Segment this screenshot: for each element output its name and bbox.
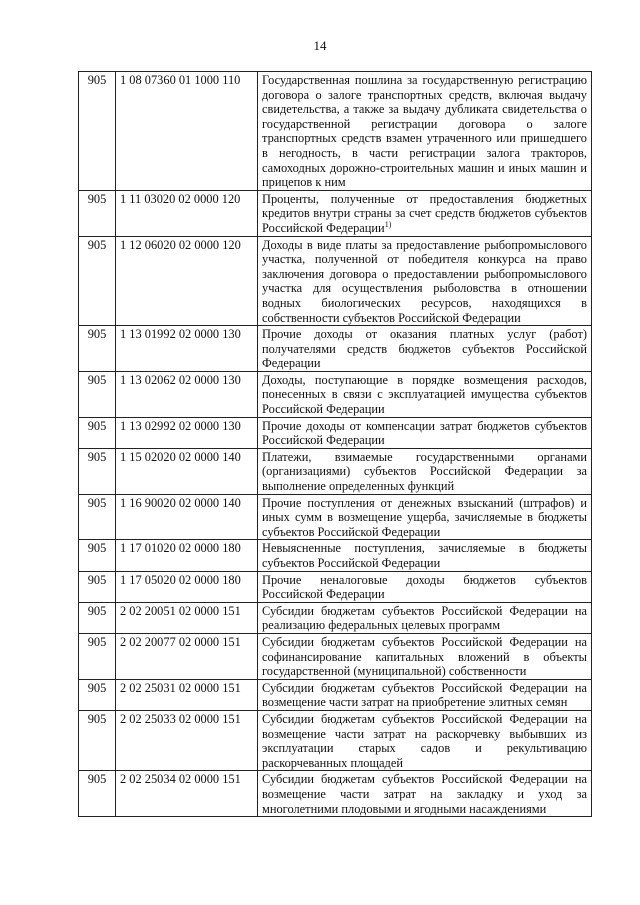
description-cell [258,417,592,448]
budget-code-cell: 1 11 03020 02 0000 120 [116,190,258,236]
admin-code-cell: 905 [79,417,116,448]
description-text: Прочие доходы от оказания платных услуг (работ) получателями средств бюджетов субъектов Российской Федерации [262,327,587,371]
table-row [79,326,592,372]
description-text: Невыясненные поступления, зачисляемые в бюджеты субъектов Российской Федерации [262,541,587,570]
description-text: Проценты, полученные от предоставления бюджетных кредитов внутри страны за счет средств бюджетов субъектов Российской Федерации [262,191,587,235]
admin-code-cell: 905 [79,679,116,710]
budget-code-cell: 2 02 25033 02 0000 151 [116,710,258,770]
admin-code-cell: 905 [79,72,116,191]
description-cell [258,771,592,817]
table-row [79,540,592,571]
table-row [79,710,592,770]
description-text: Доходы в виде платы за предоставление рыбопромыслового участка, полученной от победителя конкурса на право заключения договора о предоставлении рыбопромыслового участка для осуществления рыболовства в отношении водных биологических ресурсов, находящихся в собственности субъектов Российской Федерации [262,237,587,325]
description-text: Субсидии бюджетам субъектов Российской Федерации на возмещение части затрат на закладку и уход за многолетними плодовыми и ягодными насаждениями [262,772,587,816]
footnote-marker: 1) [384,219,392,229]
budget-code-cell: 1 13 02062 02 0000 130 [116,371,258,417]
table-row [79,633,592,679]
description-cell [258,326,592,372]
table-row [79,417,592,448]
table-row [79,771,592,817]
admin-code-cell: 905 [79,448,116,494]
description-text: Платежи, взимаемые государственными органами (организациями) субъектов Российской Федерации за выполнение определенных функций [262,449,587,494]
admin-code-cell: 905 [79,602,116,633]
description-text: Субсидии бюджетам субъектов Российской Федерации на софинансирование капитальных вложений в объекты государственной (муниципальной) собственности [262,634,587,679]
budget-code-cell: 2 02 25031 02 0000 151 [116,679,258,710]
description-text: Субсидии бюджетам субъектов Российской Федерации на возмещение части затрат на раскорчевку выбывших из эксплуатации старых садов и рекультивацию раскорчеванных площадей [262,711,587,770]
admin-code-cell: 905 [79,190,116,236]
admin-code-cell: 905 [79,236,116,326]
description-cell [258,236,592,326]
description-text: Субсидии бюджетам субъектов Российской Федерации на реализацию федеральных целевых программ [262,603,587,633]
admin-code-cell: 905 [79,326,116,372]
admin-code-cell: 905 [79,494,116,540]
admin-code-cell: 905 [79,710,116,770]
description-text: Государственная пошлина за государственную регистрацию договора о залоге транспортных средств, включая выдачу свидетельства, а также за выдачу дубликата свидетельства о государственной регистрации договора о залоге транспортных средств взамен утраченного или пришедшего в негодность, в части регистрации залога тракторов, самоходных дорожно-строительных машин и иных машин и прицепов к ним [262,73,587,190]
budget-code-cell: 1 16 90020 02 0000 140 [116,494,258,540]
table-row [79,371,592,417]
page-number: 14 [313,38,327,53]
table-row [79,448,592,494]
description-text: Прочие поступления от денежных взысканий (штрафов) и иных сумм в возмещение ущерба, зачисляемые в бюджеты субъектов Российской Федерации [262,495,587,539]
description-text: Прочие неналоговые доходы бюджетов субъектов Российской Федерации [262,572,587,602]
budget-code-cell: 1 15 02020 02 0000 140 [116,448,258,494]
budget-code-cell: 2 02 25034 02 0000 151 [116,771,258,817]
table-row [79,190,592,236]
description-cell [258,710,592,770]
admin-code-cell: 905 [79,571,116,602]
budget-code-cell: 1 17 05020 02 0000 180 [116,571,258,602]
description-cell [258,371,592,417]
admin-code-cell: 905 [79,540,116,571]
budget-code-cell: 2 02 20051 02 0000 151 [116,602,258,633]
description-text: Прочие доходы от компенсации затрат бюджетов субъектов Российской Федерации [262,418,587,448]
revenue-codes-table [78,71,592,817]
budget-code-cell: 2 02 20077 02 0000 151 [116,633,258,679]
description-cell [258,448,592,494]
description-cell [258,494,592,540]
admin-code-cell: 905 [79,633,116,679]
table-row [79,494,592,540]
description-cell [258,540,592,571]
table-row [79,571,592,602]
description-cell [258,602,592,633]
budget-code-cell: 1 13 01992 02 0000 130 [116,326,258,372]
budget-code-cell: 1 08 07360 01 1000 110 [116,72,258,191]
budget-code-cell: 1 17 01020 02 0000 180 [116,540,258,571]
description-cell [258,633,592,679]
budget-code-cell: 1 13 02992 02 0000 130 [116,417,258,448]
description-cell [258,72,592,191]
admin-code-cell: 905 [79,771,116,817]
table-row [79,72,592,191]
description-text: Доходы, поступающие в порядке возмещения расходов, понесенных в связи с эксплуатацией имущества субъектов Российской Федерации [262,372,587,417]
description-text: Субсидии бюджетам субъектов Российской Федерации на возмещение части затрат на приобретение элитных семян [262,680,587,710]
description-cell [258,679,592,710]
table-row [79,236,592,326]
table-row [79,602,592,633]
table-row [79,679,592,710]
budget-code-cell: 1 12 06020 02 0000 120 [116,236,258,326]
admin-code-cell: 905 [79,371,116,417]
description-cell [258,571,592,602]
description-cell [258,190,592,236]
